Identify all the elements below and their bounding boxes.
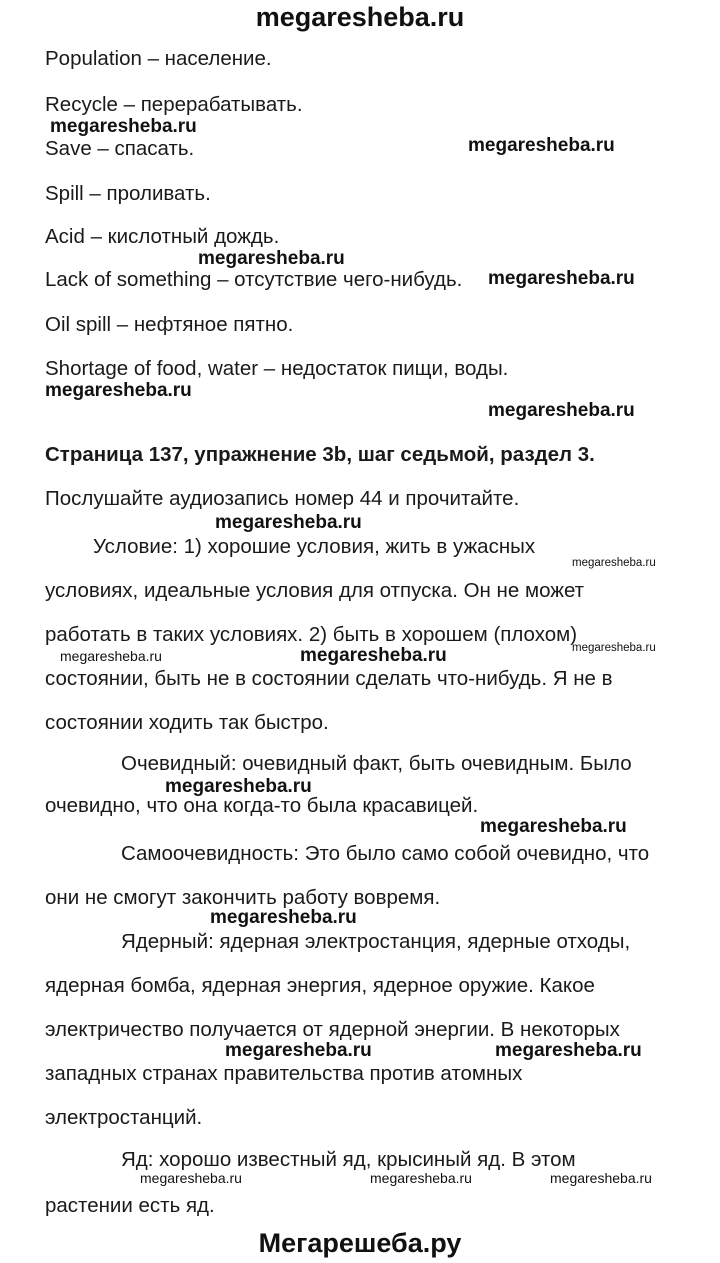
watermark-text: megaresheba.ru [572, 557, 656, 569]
vocab-line: Save – спасать. [45, 137, 195, 160]
watermark-text: megaresheba.ru [210, 907, 357, 928]
watermark-text: megaresheba.ru [572, 642, 656, 654]
watermark-text: megaresheba.ru [198, 248, 345, 269]
vocab-line: Recycle – перерабатывать. [45, 93, 303, 116]
vocab-line: Acid – кислотный дождь. [45, 225, 280, 248]
watermark-text: megaresheba.ru [488, 268, 635, 289]
paragraph-line: условиях, идеальные условия для отпуска. Он не может [45, 579, 585, 602]
vocab-line: Lack of something – отсутствие чего-нибудь. [45, 268, 463, 291]
vocab-line: Shortage of food, water – недостаток пищи, воды. [45, 357, 509, 380]
vocab-line: Oil spill – нефтяное пятно. [45, 313, 294, 336]
section-instruction: Послушайте аудиозапись номер 44 и прочитайте. [45, 487, 520, 510]
watermark-text: megaresheba.ru [480, 816, 627, 837]
watermark-text: megaresheba.ru [300, 645, 447, 666]
paragraph-line: Самоочевидность: Это было само собой очевидно, что [121, 842, 650, 865]
paragraph-line: очевидно, что она когда-то была красавицей. [45, 794, 479, 817]
paragraph-line: западных странах правительства против атомных [45, 1062, 523, 1085]
paragraph-line: ядерная бомба, ядерная энергия, ядерное оружие. Какое [45, 974, 595, 997]
paragraph-line: состоянии, быть не в состоянии сделать что-нибудь. Я не в [45, 667, 613, 690]
paragraph-poison [45, 1146, 665, 1236]
paragraph-line: состоянии ходить так быстро. [45, 711, 329, 734]
paragraph-line: они не смогут закончить работу вовремя. [45, 886, 441, 909]
paragraph-line: Яд: хорошо известный яд, крысиный яд. В этом [121, 1148, 576, 1171]
paragraph-line: электростанций. [45, 1106, 203, 1129]
paragraph-line: растении есть яд. [45, 1194, 215, 1217]
watermark-text: megaresheba.ru [45, 380, 192, 401]
vocab-line: Spill – проливать. [45, 182, 211, 205]
watermark-text: megaresheba.ru [550, 1170, 652, 1186]
paragraph-nuclear [45, 928, 665, 1148]
section-heading: Страница 137, упражнение 3b, шаг седьмой, раздел 3. [45, 443, 595, 466]
paragraph-line: Условие: 1) хорошие условия, жить в ужасных [93, 535, 536, 558]
watermark-text: megaresheba.ru [165, 776, 312, 797]
watermark-text: megaresheba.ru [370, 1170, 472, 1186]
footer-site-name: Мегарешеба.ру [258, 1228, 462, 1258]
watermark-text: megaresheba.ru [225, 1040, 372, 1061]
paragraph-line: работать в таких условиях. 2) быть в хорошем (плохом) [45, 623, 578, 646]
watermark-text: megaresheba.ru [215, 512, 362, 533]
watermark-text: megaresheba.ru [50, 116, 197, 137]
watermark-text: megaresheba.ru [488, 400, 635, 421]
header-site-name: megaresheba.ru [255, 2, 465, 32]
vocab-line: Population – население. [45, 47, 272, 70]
watermark-text: megaresheba.ru [495, 1040, 642, 1061]
watermark-text: megaresheba.ru [468, 135, 615, 156]
watermark-text: megaresheba.ru [60, 648, 162, 664]
paragraph-line: Ядерный: ядерная электростанция, ядерные отходы, [121, 930, 631, 953]
paragraph-line: Очевидный: очевидный факт, быть очевидным. Было [121, 752, 632, 775]
watermark-text: megaresheba.ru [140, 1170, 242, 1186]
paragraph-line: электричество получается от ядерной энергии. В некоторых [45, 1018, 620, 1041]
